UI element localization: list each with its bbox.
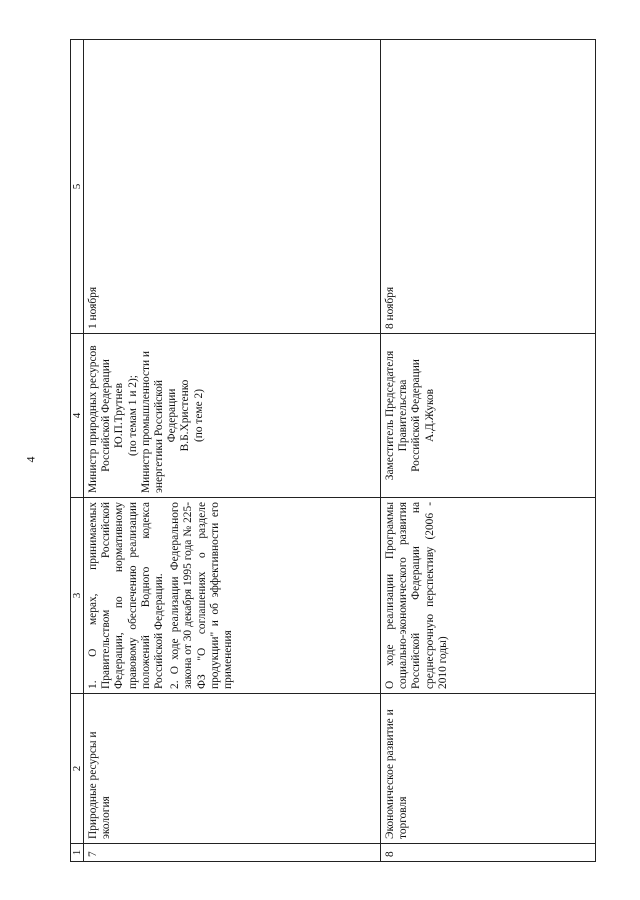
row-responsible [381,334,596,498]
schedule-table [70,39,596,862]
row-number: 8 [381,844,596,862]
row-date: 8 ноября [381,40,596,334]
responsible-line: А.Д.Жуков [423,388,436,443]
header-cell-4: 4 [71,334,84,498]
responsible-line: (по темам 1 и 2); [126,375,139,456]
table-row [381,40,596,862]
responsible-line: Заместитель Председателя [384,350,396,481]
agenda-item: 2. О ходе реализации Федерального закона от 30 декабря 1995 года № 225-ФЗ "О соглашениях о разделе продукции" и об эффективности его применения [169,502,235,689]
responsible-line: Министр промышленности и энергетики Российской [139,350,166,493]
row-topic: Природные ресурсы и экология [84,694,381,844]
responsible-line: (по теме 2) [192,388,205,443]
agenda-item: О ходе реализации Программы социально-экономического развития Российской Федерации на среднесрочную перспективу (2006 - 2010 годы) [384,502,449,689]
row-agenda [84,498,381,694]
responsible-line: Министр природных ресурсов [87,345,99,493]
header-cell-1: 1 [71,844,84,862]
rotated-landscape-page [70,40,610,862]
header-cell-5: 5 [71,40,84,334]
row-agenda [381,498,596,694]
row-date: 1 ноября [84,40,381,334]
responsible-line: Федерации [166,388,179,443]
header-cell-2: 2 [71,694,84,844]
responsible-line: Правительства [397,379,410,452]
responsible-line: Российской Федерации [410,359,423,472]
row-topic: Экономическое развитие и торговля [381,694,596,844]
agenda-item: 1. О мерах, принимаемых Правительством Российской Федерации, по нормативному правовому обеспечению реализации положений Водного кодекса Российской Федерации. [87,502,166,689]
row-responsible [84,334,381,498]
responsible-line: В.Б.Христенко [179,379,192,452]
table-header-row [71,40,84,862]
table-row [84,40,381,862]
responsible-line: Ю.П.Трутнев [113,383,126,448]
row-number: 7 [84,844,381,862]
responsible-line: Российской Федерации [100,359,113,472]
header-cell-3: 3 [71,498,84,694]
page-number: 4 [23,456,38,463]
